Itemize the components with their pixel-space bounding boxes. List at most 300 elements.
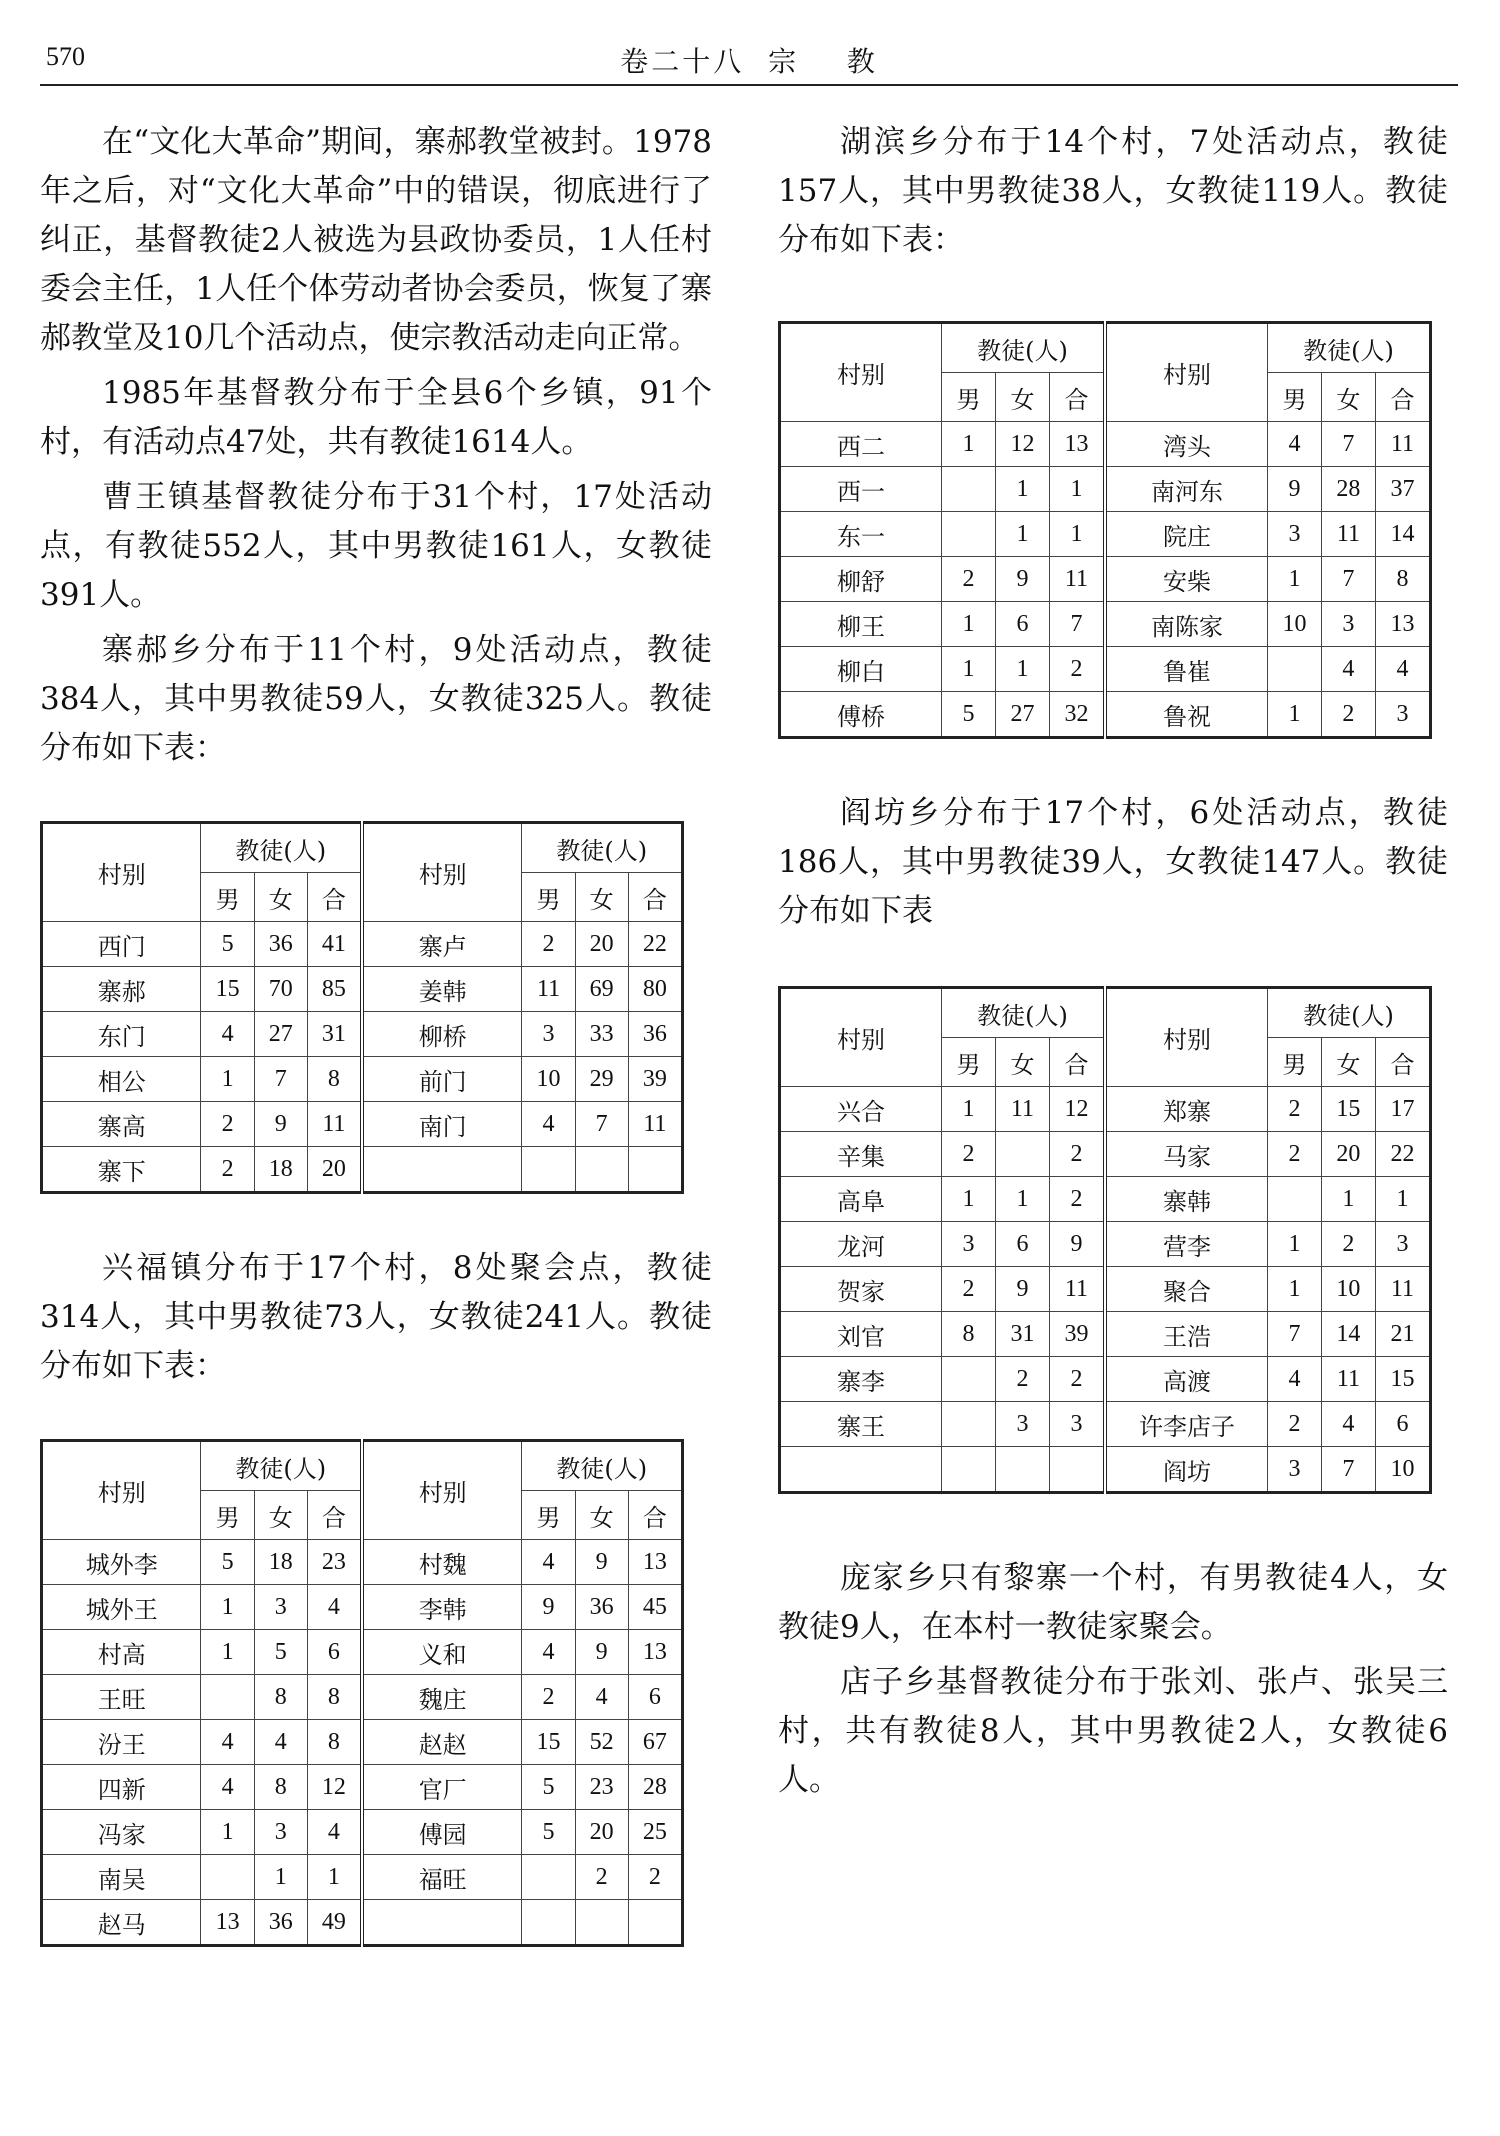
count-cell: 27 — [995, 692, 1049, 738]
count-cell: 4 — [522, 1540, 575, 1585]
count-cell: 31 — [995, 1312, 1049, 1357]
header-male: 男 — [201, 1491, 254, 1540]
count-cell — [1049, 1447, 1105, 1493]
count-cell — [1267, 1177, 1321, 1222]
count-cell: 1 — [1049, 512, 1105, 557]
count-cell: 4 — [1321, 647, 1375, 692]
table-row — [780, 1357, 1431, 1402]
village-cell: 聚合 — [1105, 1267, 1267, 1312]
table-row — [42, 1630, 683, 1675]
village-cell: 冯家 — [42, 1810, 201, 1855]
count-cell: 1 — [1267, 1222, 1321, 1267]
count-cell: 1 — [201, 1585, 254, 1630]
header-believers: 教徒(人) — [1267, 988, 1430, 1038]
count-cell: 18 — [254, 1147, 307, 1193]
count-cell: 11 — [1321, 1357, 1375, 1402]
header-male: 男 — [522, 1491, 575, 1540]
count-cell: 33 — [575, 1012, 628, 1057]
count-cell: 9 — [995, 557, 1049, 602]
village-cell: 龙河 — [780, 1222, 942, 1267]
village-cell: 魏庄 — [362, 1675, 522, 1720]
count-cell: 2 — [522, 922, 575, 967]
table-row — [42, 1540, 683, 1585]
village-cell: 义和 — [362, 1630, 522, 1675]
count-cell — [575, 1900, 628, 1946]
count-cell: 45 — [628, 1585, 682, 1630]
village-cell: 高渡 — [1105, 1357, 1267, 1402]
header-believers: 教徒(人) — [522, 1441, 683, 1491]
table-row — [42, 1057, 683, 1102]
count-cell: 1 — [201, 1630, 254, 1675]
count-cell: 85 — [307, 967, 362, 1012]
count-cell: 7 — [1267, 1312, 1321, 1357]
count-cell: 13 — [628, 1540, 682, 1585]
count-cell: 20 — [307, 1147, 362, 1193]
header-male: 男 — [1267, 1038, 1321, 1087]
village-cell: 阎坊 — [1105, 1447, 1267, 1493]
header-village: 村别 — [1105, 323, 1267, 422]
count-cell: 7 — [1321, 1447, 1375, 1493]
table-header-row — [42, 1441, 683, 1491]
count-cell: 2 — [1267, 1402, 1321, 1447]
village-cell: 湾头 — [1105, 422, 1267, 467]
table-row — [42, 1765, 683, 1810]
count-cell: 32 — [1049, 692, 1105, 738]
paragraph: 兴福镇分布于17个村，8处聚会点，教徒314人，其中男教徒73人，女教徒241人。教徒分布如下表： — [40, 1250, 712, 1384]
count-cell: 80 — [628, 967, 682, 1012]
count-cell: 18 — [254, 1540, 307, 1585]
header-total: 合 — [1375, 1038, 1430, 1087]
table-row — [42, 922, 683, 967]
header-village: 村别 — [362, 1441, 522, 1540]
count-cell: 9 — [1049, 1222, 1105, 1267]
count-cell: 36 — [575, 1585, 628, 1630]
count-cell: 1 — [941, 422, 995, 467]
village-cell: 汾王 — [42, 1720, 201, 1765]
count-cell: 10 — [522, 1057, 575, 1102]
header-believers: 教徒(人) — [201, 823, 362, 873]
count-cell: 2 — [575, 1855, 628, 1900]
header-village: 村别 — [42, 1441, 201, 1540]
count-cell: 6 — [307, 1630, 362, 1675]
count-cell: 5 — [522, 1765, 575, 1810]
count-cell: 3 — [254, 1585, 307, 1630]
right-column — [778, 118, 1448, 1805]
count-cell — [1267, 647, 1321, 692]
village-cell: 许李店子 — [1105, 1402, 1267, 1447]
village-cell: 安柴 — [1105, 557, 1267, 602]
table-row — [780, 1177, 1431, 1222]
header-total: 合 — [628, 1491, 682, 1540]
paragraph: 在“文化大革命”期间，寨郝教堂被封。1978年之后，对“文化大革命”中的错误，彻底进行了纠正，基督教徒2人被选为县政协委员，1人任村委会主任，1人任个体劳动者协会委员，恢复了寨郝教堂及10几个活动点，使宗教活动走向正常。 — [40, 124, 712, 356]
count-cell: 5 — [522, 1810, 575, 1855]
count-cell: 2 — [941, 1267, 995, 1312]
table-xingfu-wrap — [40, 1439, 712, 1947]
count-cell: 11 — [995, 1087, 1049, 1132]
table-row — [780, 1222, 1431, 1267]
count-cell: 11 — [628, 1102, 682, 1147]
count-cell: 2 — [1049, 647, 1105, 692]
header-village: 村别 — [780, 988, 942, 1087]
table-row — [780, 1447, 1431, 1493]
count-cell: 2 — [1321, 1222, 1375, 1267]
table-row — [780, 1267, 1431, 1312]
header-female: 女 — [995, 1038, 1049, 1087]
count-cell: 1 — [201, 1057, 254, 1102]
header-female: 女 — [254, 1491, 307, 1540]
count-cell: 23 — [307, 1540, 362, 1585]
count-cell: 12 — [307, 1765, 362, 1810]
paragraph: 湖滨乡分布于14个村，7处活动点，教徒157人，其中男教徒38人，女教徒119人。教徒分布如下表： — [778, 124, 1448, 258]
count-cell: 5 — [201, 922, 254, 967]
count-cell: 17 — [1375, 1087, 1430, 1132]
count-cell: 70 — [254, 967, 307, 1012]
count-cell: 1 — [995, 1177, 1049, 1222]
table-row — [780, 422, 1431, 467]
count-cell: 3 — [941, 1222, 995, 1267]
count-cell: 2 — [995, 1357, 1049, 1402]
table-row — [780, 1132, 1431, 1177]
count-cell — [522, 1147, 575, 1193]
count-cell: 13 — [1375, 602, 1430, 647]
count-cell: 2 — [1049, 1357, 1105, 1402]
paragraph: 1985年基督教分布于全县6个乡镇，91个村，有活动点47处，共有教徒1614人。 — [40, 375, 712, 460]
page-number: 570 — [46, 42, 85, 71]
count-cell: 3 — [1267, 512, 1321, 557]
village-cell: 院庄 — [1105, 512, 1267, 557]
count-cell: 39 — [628, 1057, 682, 1102]
village-cell: 前门 — [362, 1057, 522, 1102]
count-cell: 1 — [1267, 557, 1321, 602]
count-cell: 13 — [628, 1630, 682, 1675]
count-cell: 1 — [307, 1855, 362, 1900]
count-cell: 4 — [522, 1630, 575, 1675]
count-cell: 1 — [1049, 467, 1105, 512]
count-cell: 6 — [1375, 1402, 1430, 1447]
count-cell — [522, 1900, 575, 1946]
header-female: 女 — [575, 873, 628, 922]
village-cell: 南河东 — [1105, 467, 1267, 512]
header-village: 村别 — [1105, 988, 1267, 1087]
count-cell: 1 — [1267, 692, 1321, 738]
table-row — [780, 602, 1431, 647]
header-believers: 教徒(人) — [941, 988, 1104, 1038]
count-cell: 20 — [1321, 1132, 1375, 1177]
count-cell: 11 — [1321, 512, 1375, 557]
count-cell: 8 — [254, 1675, 307, 1720]
village-cell: 寨郝 — [42, 967, 201, 1012]
count-cell: 3 — [995, 1402, 1049, 1447]
paragraph: 阎坊乡分布于17个村，6处活动点，教徒186人，其中男教徒39人，女教徒147人。教徒分布如下表 — [778, 795, 1448, 929]
count-cell: 11 — [1375, 422, 1430, 467]
count-cell: 20 — [575, 922, 628, 967]
village-cell: 营李 — [1105, 1222, 1267, 1267]
count-cell: 31 — [307, 1012, 362, 1057]
page-header — [40, 40, 1458, 86]
village-cell: 东门 — [42, 1012, 201, 1057]
table-row — [42, 1585, 683, 1630]
village-cell: 城外李 — [42, 1540, 201, 1585]
count-cell: 1 — [941, 647, 995, 692]
village-cell: 四新 — [42, 1765, 201, 1810]
count-cell: 1 — [941, 602, 995, 647]
header-female: 女 — [575, 1491, 628, 1540]
count-cell: 7 — [1321, 557, 1375, 602]
table-row — [780, 512, 1431, 557]
count-cell: 9 — [522, 1585, 575, 1630]
count-cell: 2 — [941, 557, 995, 602]
count-cell: 1 — [995, 647, 1049, 692]
header-total: 合 — [1049, 1038, 1105, 1087]
count-cell: 10 — [1267, 602, 1321, 647]
paragraph: 寨郝乡分布于11个村，9处活动点，教徒384人，其中男教徒59人，女教徒325人。教徒分布如下表： — [40, 632, 712, 766]
table-row — [42, 1900, 683, 1946]
village-cell: 刘官 — [780, 1312, 942, 1357]
count-cell: 4 — [201, 1012, 254, 1057]
count-cell: 49 — [307, 1900, 362, 1946]
count-cell: 1 — [1267, 1267, 1321, 1312]
table-row — [780, 1312, 1431, 1357]
table-zhaihao-wrap — [40, 821, 712, 1194]
count-cell: 37 — [1375, 467, 1430, 512]
count-cell: 3 — [1321, 602, 1375, 647]
table-row — [42, 1102, 683, 1147]
village-cell: 姜韩 — [362, 967, 522, 1012]
count-cell: 8 — [1375, 557, 1430, 602]
village-cell: 寨王 — [780, 1402, 942, 1447]
count-cell: 3 — [1267, 1447, 1321, 1493]
count-cell: 14 — [1321, 1312, 1375, 1357]
count-cell: 11 — [522, 967, 575, 1012]
count-cell: 12 — [1049, 1087, 1105, 1132]
paragraph: 庞家乡只有黎寨一个村，有男教徒4人，女教徒9人，在本村一教徒家聚会。 — [778, 1560, 1448, 1645]
village-cell: 鲁崔 — [1105, 647, 1267, 692]
village-cell: 贺家 — [780, 1267, 942, 1312]
header-male: 男 — [522, 873, 575, 922]
count-cell: 1 — [941, 1177, 995, 1222]
count-cell: 11 — [1049, 1267, 1105, 1312]
count-cell: 4 — [307, 1585, 362, 1630]
count-cell: 3 — [254, 1810, 307, 1855]
count-cell: 25 — [628, 1810, 682, 1855]
paragraph: 曹王镇基督教徒分布于31个村，17处活动点，有教徒552人，其中男教徒161人，女教徒391人。 — [40, 479, 712, 613]
count-cell: 27 — [254, 1012, 307, 1057]
count-cell: 41 — [307, 922, 362, 967]
village-cell: 高阜 — [780, 1177, 942, 1222]
header-male: 男 — [201, 873, 254, 922]
count-cell: 8 — [307, 1675, 362, 1720]
count-cell — [522, 1855, 575, 1900]
count-cell: 8 — [307, 1057, 362, 1102]
village-cell: 寨韩 — [1105, 1177, 1267, 1222]
table-xingfu — [40, 1439, 684, 1947]
count-cell: 28 — [628, 1765, 682, 1810]
table-hubin — [778, 321, 1432, 739]
village-cell: 赵马 — [42, 1900, 201, 1946]
header-male: 男 — [941, 373, 995, 422]
count-cell: 15 — [522, 1720, 575, 1765]
table-header-row — [780, 323, 1431, 373]
table-row — [780, 647, 1431, 692]
table-row — [42, 967, 683, 1012]
count-cell — [995, 1132, 1049, 1177]
count-cell: 1 — [254, 1855, 307, 1900]
count-cell: 2 — [941, 1132, 995, 1177]
village-cell: 傅桥 — [780, 692, 942, 738]
table-header-row — [42, 823, 683, 873]
count-cell: 11 — [1049, 557, 1105, 602]
count-cell: 2 — [1321, 692, 1375, 738]
count-cell — [575, 1147, 628, 1193]
village-cell: 马家 — [1105, 1132, 1267, 1177]
left-column — [40, 118, 712, 1947]
table-row — [42, 1720, 683, 1765]
village-cell: 村高 — [42, 1630, 201, 1675]
count-cell: 9 — [1267, 467, 1321, 512]
count-cell — [941, 1357, 995, 1402]
village-cell: 柳舒 — [780, 557, 942, 602]
count-cell: 10 — [1375, 1447, 1430, 1493]
header-female: 女 — [995, 373, 1049, 422]
count-cell: 3 — [1375, 692, 1430, 738]
count-cell: 36 — [254, 1900, 307, 1946]
count-cell: 22 — [628, 922, 682, 967]
count-cell: 6 — [995, 602, 1049, 647]
count-cell: 67 — [628, 1720, 682, 1765]
count-cell: 22 — [1375, 1132, 1430, 1177]
count-cell: 29 — [575, 1057, 628, 1102]
count-cell: 8 — [941, 1312, 995, 1357]
village-cell: 鲁祝 — [1105, 692, 1267, 738]
count-cell: 28 — [1321, 467, 1375, 512]
table-row — [780, 1087, 1431, 1132]
count-cell — [941, 1402, 995, 1447]
count-cell: 4 — [1267, 1357, 1321, 1402]
village-cell — [362, 1147, 522, 1193]
count-cell: 2 — [628, 1855, 682, 1900]
header-total: 合 — [1375, 373, 1430, 422]
table-row — [780, 467, 1431, 512]
village-cell: 东一 — [780, 512, 942, 557]
count-cell: 13 — [1049, 422, 1105, 467]
village-cell: 南陈家 — [1105, 602, 1267, 647]
count-cell: 52 — [575, 1720, 628, 1765]
village-cell: 相公 — [42, 1057, 201, 1102]
table-row — [42, 1147, 683, 1193]
count-cell: 7 — [575, 1102, 628, 1147]
header-total: 合 — [307, 873, 362, 922]
count-cell: 20 — [575, 1810, 628, 1855]
table-header-row — [780, 988, 1431, 1038]
village-cell: 寨高 — [42, 1102, 201, 1147]
count-cell: 4 — [254, 1720, 307, 1765]
count-cell: 15 — [1375, 1357, 1430, 1402]
table-row — [780, 692, 1431, 738]
village-cell: 西二 — [780, 422, 942, 467]
count-cell: 1 — [995, 467, 1049, 512]
table-yanfang-wrap — [778, 986, 1448, 1494]
count-cell: 36 — [628, 1012, 682, 1057]
count-cell: 8 — [254, 1765, 307, 1810]
count-cell: 4 — [1321, 1402, 1375, 1447]
count-cell: 21 — [1375, 1312, 1430, 1357]
village-cell: 郑寨 — [1105, 1087, 1267, 1132]
count-cell: 2 — [1267, 1132, 1321, 1177]
count-cell: 3 — [1375, 1222, 1430, 1267]
table-row — [780, 1402, 1431, 1447]
header-believers: 教徒(人) — [1267, 323, 1430, 373]
count-cell: 15 — [201, 967, 254, 1012]
count-cell — [628, 1147, 682, 1193]
count-cell: 9 — [254, 1102, 307, 1147]
count-cell: 5 — [254, 1630, 307, 1675]
count-cell: 2 — [201, 1147, 254, 1193]
village-cell: 官厂 — [362, 1765, 522, 1810]
count-cell: 69 — [575, 967, 628, 1012]
count-cell: 7 — [254, 1057, 307, 1102]
count-cell: 2 — [1049, 1132, 1105, 1177]
header-village: 村别 — [780, 323, 942, 422]
header-village: 村别 — [42, 823, 201, 922]
count-cell: 3 — [522, 1012, 575, 1057]
count-cell — [628, 1900, 682, 1946]
count-cell: 5 — [201, 1540, 254, 1585]
count-cell: 1 — [201, 1810, 254, 1855]
header-total: 合 — [1049, 373, 1105, 422]
village-cell: 城外王 — [42, 1585, 201, 1630]
table-zhaihao — [40, 821, 684, 1194]
header-believers: 教徒(人) — [941, 323, 1104, 373]
header-female: 女 — [1321, 1038, 1375, 1087]
village-cell: 西一 — [780, 467, 942, 512]
village-cell — [362, 1900, 522, 1946]
paragraph: 店子乡基督教徒分布于张刘、张卢、张吴三村，共有教徒8人，其中男教徒2人，女教徒6人。 — [778, 1664, 1448, 1798]
village-cell: 辛集 — [780, 1132, 942, 1177]
count-cell: 1 — [995, 512, 1049, 557]
village-cell: 村魏 — [362, 1540, 522, 1585]
table-yanfang — [778, 986, 1432, 1494]
count-cell: 4 — [201, 1765, 254, 1810]
count-cell: 9 — [995, 1267, 1049, 1312]
table-hubin-wrap — [778, 321, 1448, 739]
count-cell: 9 — [575, 1540, 628, 1585]
village-cell: 王旺 — [42, 1675, 201, 1720]
header-male: 男 — [1267, 373, 1321, 422]
village-cell — [780, 1447, 942, 1493]
count-cell: 4 — [575, 1675, 628, 1720]
count-cell: 36 — [254, 922, 307, 967]
table-row — [42, 1012, 683, 1057]
count-cell: 7 — [1049, 602, 1105, 647]
count-cell: 14 — [1375, 512, 1430, 557]
count-cell: 1 — [941, 1087, 995, 1132]
header-female: 女 — [1321, 373, 1375, 422]
count-cell: 39 — [1049, 1312, 1105, 1357]
count-cell — [941, 512, 995, 557]
count-cell: 1 — [1321, 1177, 1375, 1222]
header-believers: 教徒(人) — [522, 823, 683, 873]
village-cell: 南吴 — [42, 1855, 201, 1900]
table-row — [780, 557, 1431, 602]
count-cell: 15 — [1321, 1087, 1375, 1132]
count-cell: 4 — [522, 1102, 575, 1147]
count-cell: 4 — [1267, 422, 1321, 467]
village-cell: 傅园 — [362, 1810, 522, 1855]
count-cell: 11 — [1375, 1267, 1430, 1312]
village-cell: 南门 — [362, 1102, 522, 1147]
count-cell: 2 — [522, 1675, 575, 1720]
count-cell: 11 — [307, 1102, 362, 1147]
